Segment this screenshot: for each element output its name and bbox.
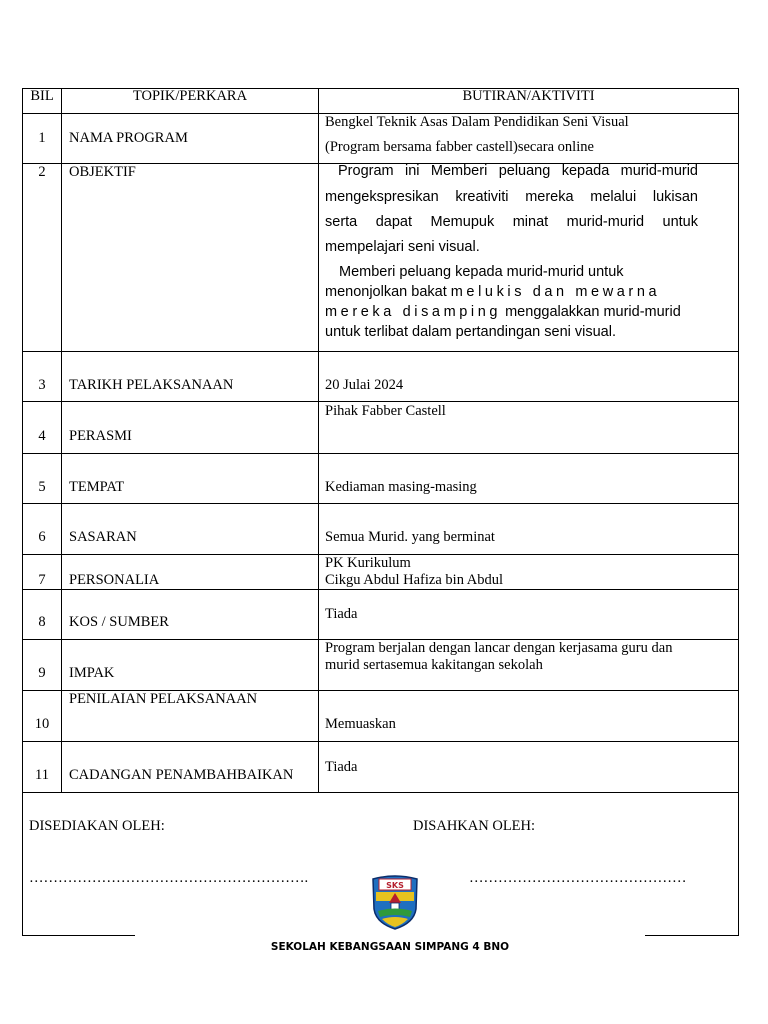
row-9-butiran-line-2: murid sertasemua kakitangan sekolah bbox=[325, 657, 543, 673]
row-7-bil: 7 bbox=[38, 572, 46, 588]
row-3-butiran: 20 Julai 2024 bbox=[325, 377, 404, 393]
row-1-topik: NAMA PROGRAM bbox=[69, 130, 188, 146]
row-9-topik: IMPAK bbox=[69, 665, 115, 681]
row-10-topik: PENILAIAN PELAKSANAAN bbox=[69, 691, 258, 707]
approved-by-label: DISAHKAN OLEH: bbox=[413, 818, 536, 834]
row-5-butiran: Kediaman masing-masing bbox=[325, 479, 477, 495]
row-4-topik: PERASMI bbox=[69, 428, 132, 444]
row-1-butiran-line-1: Bengkel Teknik Asas Dalam Pendidikan Seni Visual bbox=[325, 114, 629, 130]
row-1-bil: 1 bbox=[38, 130, 46, 146]
approved-by-signature-line: ……………………………………… bbox=[469, 870, 687, 886]
objektif-p1-line-1: Program ini Memberi peluang kepada murid-murid bbox=[338, 163, 698, 179]
row-9-butiran-line-1: Program berjalan dengan lancar dengan kerjasama guru dan bbox=[325, 640, 673, 656]
row-5-topik: TEMPAT bbox=[69, 479, 125, 495]
row-10-butiran: Memuaskan bbox=[325, 716, 396, 732]
row-3-bil: 3 bbox=[38, 377, 46, 393]
row-8-topik: KOS / SUMBER bbox=[69, 614, 169, 630]
row-11-topik: CADANGAN PENAMBAHBAIKAN bbox=[69, 767, 294, 783]
row-7-topik: PERSONALIA bbox=[69, 572, 160, 588]
row-6-bil: 6 bbox=[38, 529, 46, 545]
objektif-p2-line-2a: menonjolkan bakat bbox=[325, 284, 451, 300]
row-6-butiran: Semua Murid. yang berminat bbox=[325, 529, 495, 545]
row-1-butiran-line-2: (Program bersama fabber castell)secara online bbox=[325, 139, 594, 155]
header-butiran: BUTIRAN/AKTIVITI bbox=[462, 88, 595, 104]
row-7-butiran-line-1: PK Kurikulum bbox=[325, 555, 411, 571]
row-5-bil: 5 bbox=[38, 479, 46, 495]
row-8-butiran: Tiada bbox=[325, 606, 358, 622]
objektif-p1-line-3: serta dapat Memupuk minat murid-murid untuk bbox=[325, 214, 698, 230]
header-topik: TOPIK/PERKARA bbox=[132, 88, 248, 104]
row-2-bil: 2 bbox=[38, 164, 46, 180]
prepared-by-signature-line: …………………………………………………. bbox=[29, 870, 309, 886]
row-2-topik: OBJEKTIF bbox=[69, 164, 136, 180]
objektif-p2-line-4: untuk terlibat dalam pertandingan seni visual. bbox=[325, 324, 616, 340]
row-10-bil: 10 bbox=[34, 716, 50, 732]
row-11-butiran: Tiada bbox=[325, 759, 358, 775]
row-4-butiran: Pihak Fabber Castell bbox=[325, 403, 446, 419]
row-3-topik: TARIKH PELAKSANAAN bbox=[69, 377, 234, 393]
row-4-bil: 4 bbox=[38, 428, 46, 444]
row-11-bil: 11 bbox=[35, 767, 49, 783]
crest-text: SKS bbox=[386, 881, 404, 890]
row-7-butiran-line-2: Cikgu Abdul Hafiza bin Abdul bbox=[325, 572, 504, 588]
objektif-p2-line-3b: menggalakkan murid-murid bbox=[501, 304, 681, 320]
footer-school-name: SEKOLAH KEBANGSAAN SIMPANG 4 BNO bbox=[270, 941, 510, 953]
objektif-p1-line-4: mempelajari seni visual. bbox=[325, 239, 480, 255]
objektif-p2-line-3a: mereka disamping bbox=[325, 304, 502, 320]
objektif-p2-line-3 bbox=[325, 304, 698, 320]
objektif-p2-line-1: Memberi peluang kepada murid-murid untuk bbox=[339, 264, 624, 280]
prepared-by-label: DISEDIAKAN OLEH: bbox=[29, 818, 165, 834]
objektif-p1-line-2: mengekspresikan kreativiti mereka melalui lukisan bbox=[325, 189, 698, 205]
objektif-p2-line-2b: melukis dan mewarna bbox=[450, 284, 661, 300]
row-6-topik: SASARAN bbox=[69, 529, 137, 545]
header-bil: BIL bbox=[30, 88, 54, 104]
row-8-bil: 8 bbox=[38, 614, 46, 630]
school-crest-icon bbox=[370, 873, 420, 931]
objektif-p2-line-2 bbox=[325, 284, 698, 300]
row-9-bil: 9 bbox=[38, 665, 46, 681]
